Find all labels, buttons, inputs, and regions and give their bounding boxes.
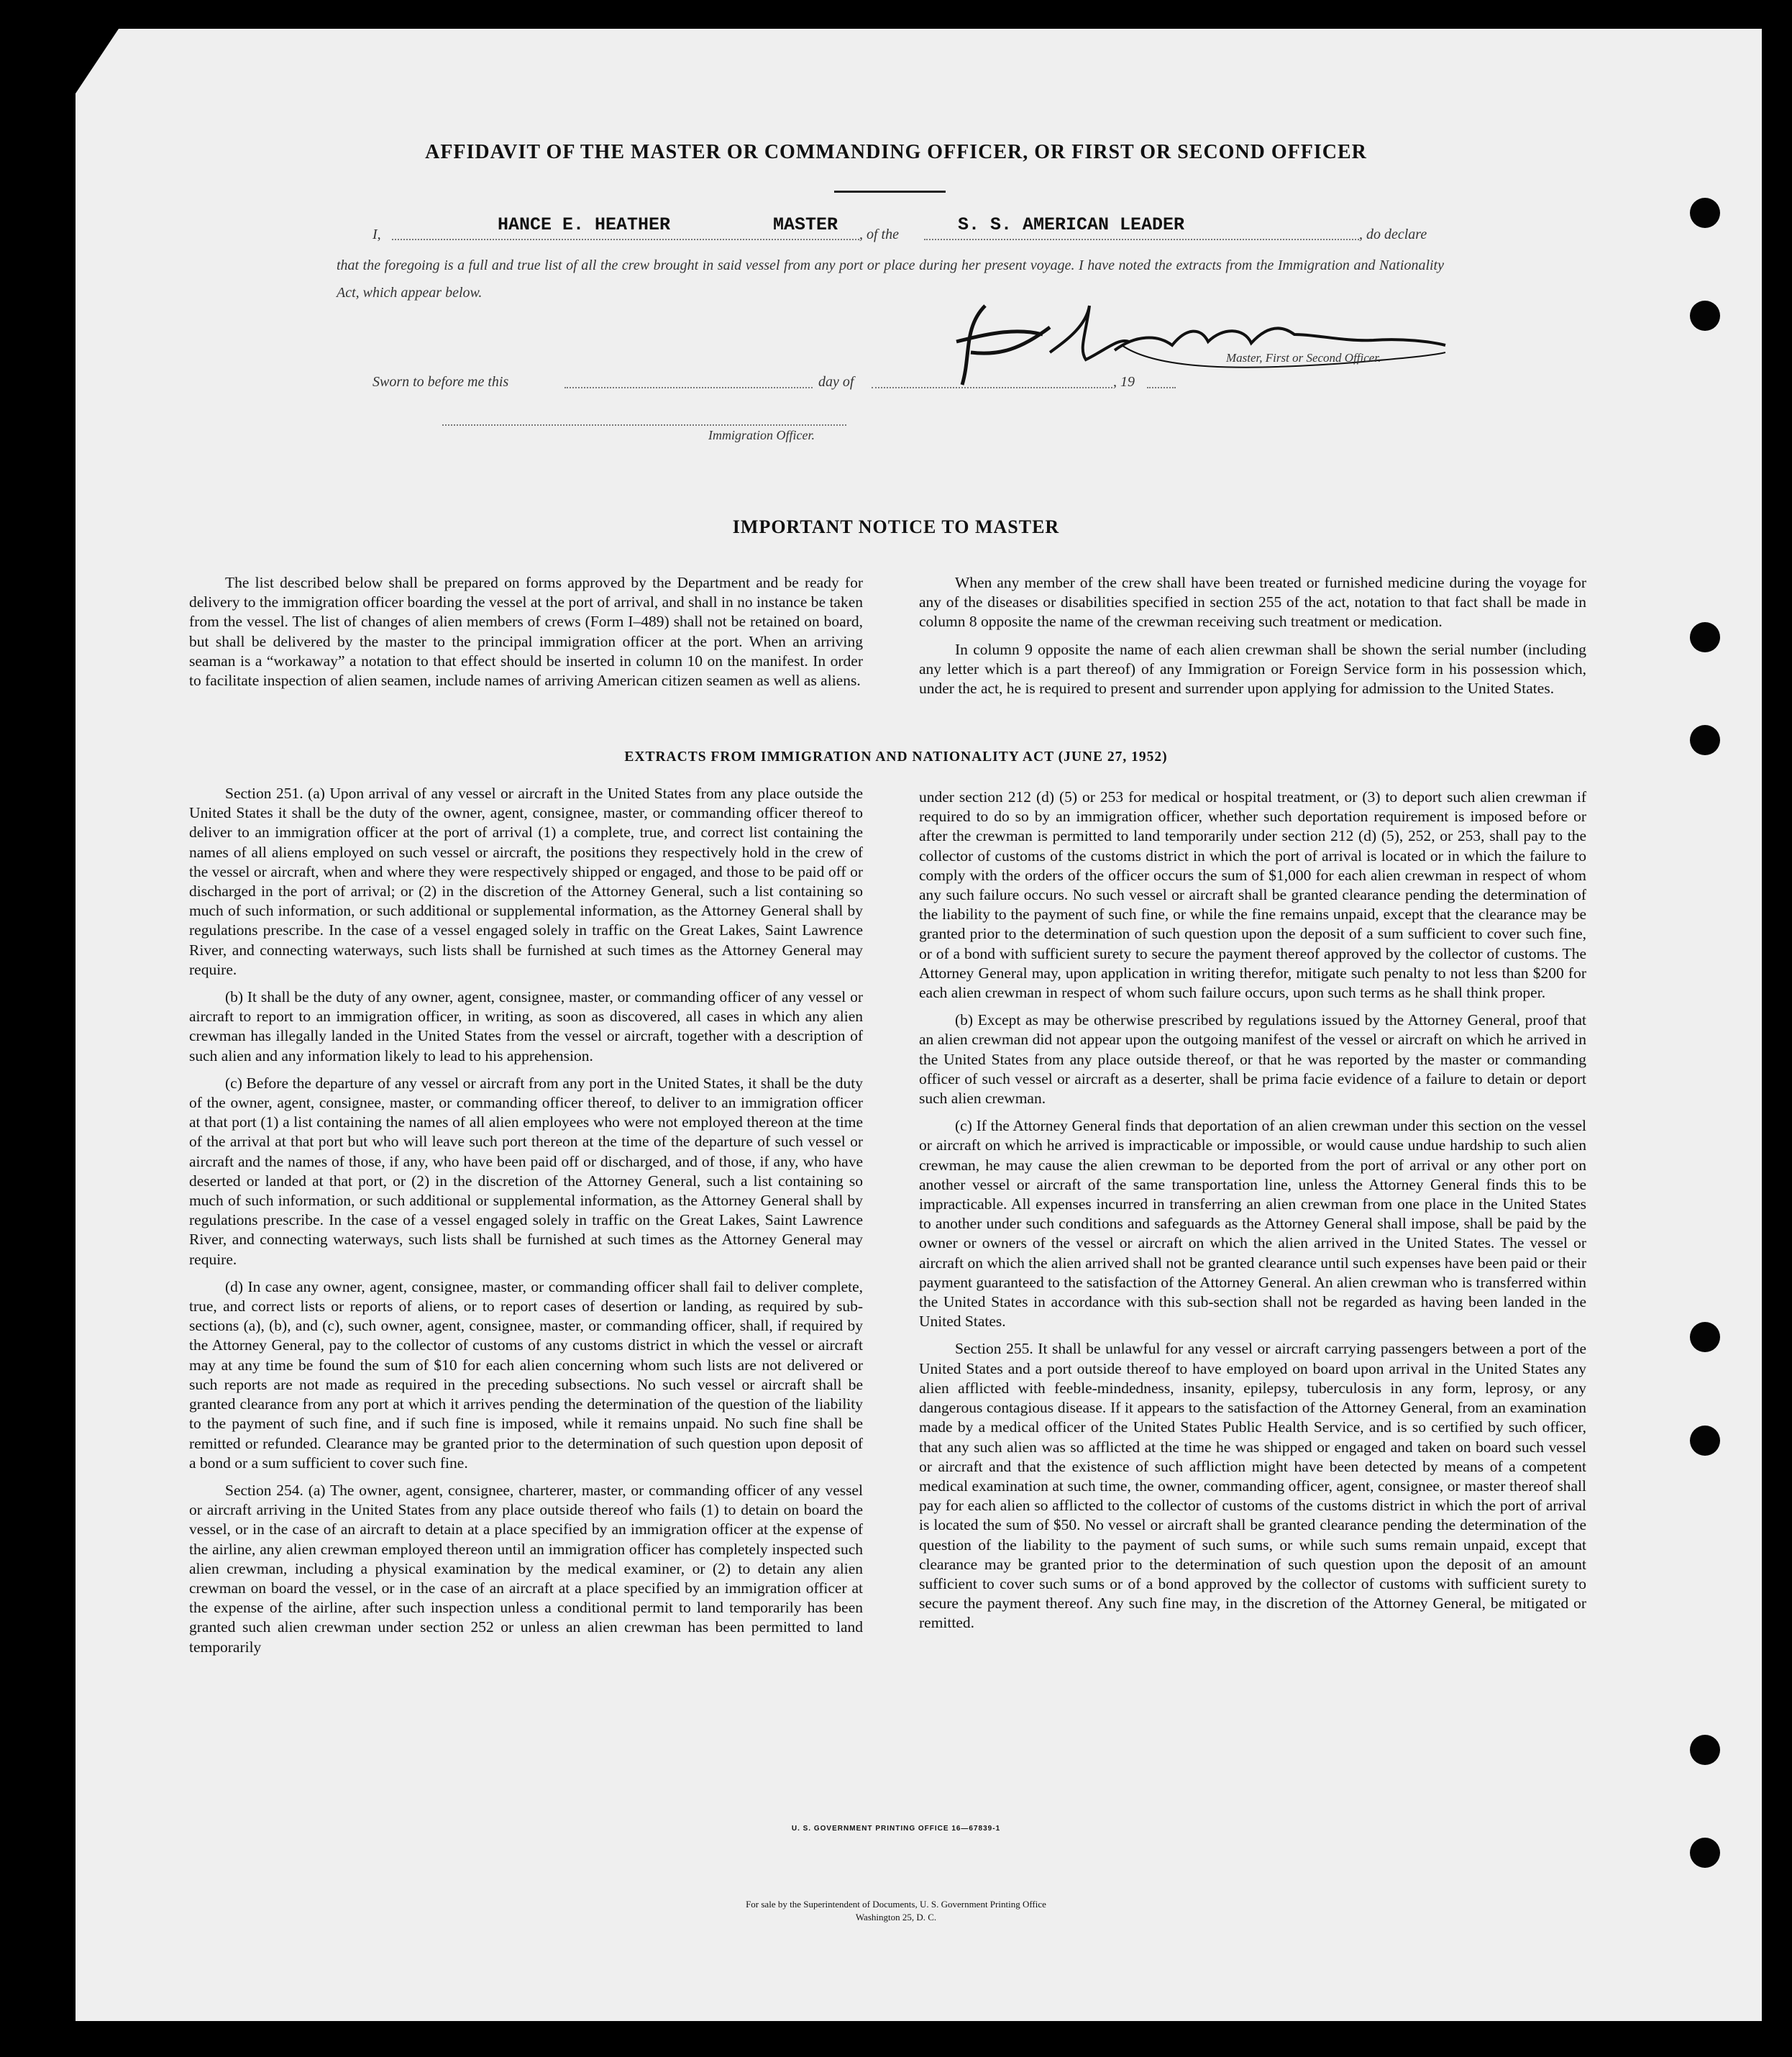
master-rank: MASTER xyxy=(773,214,838,235)
sale-line: For sale by the Superintendent of Documents, U. S. Government Printing Office xyxy=(746,1899,1046,1910)
address-line: Washington 25, D. C. xyxy=(855,1912,937,1923)
extracts-right-column xyxy=(919,788,1586,1641)
of-the-label: , of the xyxy=(859,227,899,242)
signature-caption: Master, First or Second Officer. xyxy=(1226,351,1381,365)
punch-hole xyxy=(1690,198,1720,228)
declaration-text: that the foregoing is a full and true list of all the crew brought in said vessel from any port or place during her present voyage. I have noted the extracts from the Immigration and Nationality Act, which appear below. xyxy=(337,257,1444,301)
punch-hole xyxy=(1690,301,1720,331)
punch-hole xyxy=(1690,1322,1720,1352)
sworn-year-line xyxy=(1147,387,1176,388)
affidavit-title: AFFIDAVIT OF THE MASTER OR COMMANDING OFFICER, OR FIRST OR SECOND OFFICER xyxy=(425,141,1367,163)
notice-left-column xyxy=(189,573,863,698)
notice-paragraph: In column 9 opposite the name of each alien crewman shall be shown the serial number (including any letter which is a part thereof) of any Immigration or Foreign Service form in his possession which, under the act, he is required to present and surrender upon applying for admission to the United States. xyxy=(919,640,1586,698)
gpo-line: U. S. GOVERNMENT PRINTING OFFICE 16—67839-1 xyxy=(791,1825,1001,1833)
notice-right-column xyxy=(919,573,1586,706)
sworn-day-line xyxy=(564,387,813,388)
punch-hole xyxy=(1690,1735,1720,1765)
extracts-left-column xyxy=(189,784,863,1665)
extract-paragraph: (b) Except as may be otherwise prescribed by regulations issued by the Attorney General, proof that an alien crewman did not appear upon the outgoing manifest of the vessel or aircraft on which he arrived in the United States from any place outside thereof, or that he was reported by the master or commanding officer of such vessel or aircraft as a deserter, shall be prima facie evidence of a failure to detain or deport such alien crewman. xyxy=(919,1011,1586,1108)
officer-signature-line xyxy=(442,424,846,426)
do-declare-label: , do declare xyxy=(1359,227,1427,242)
extract-paragraph: Section 251. (a) Upon arrival of any vessel or aircraft in the United States from any place outside the United States it shall be the duty of the owner, agent, consignee, master, or commanding officer thereof to deliver to an immigration officer at the port of arrival (1) a complete, true, and correct list containing the names of all aliens employed on such vessel or aircraft, the positions they respectively hold in the crew of the vessel or aircraft, when and where they were respectively shipped or engaged, and those to be paid off or discharged in the port of arrival; or (2) in the discretion of the Attorney General, such a list containing so much of such information, or such additional or supplemental information, as the Attorney General shall by regulations prescribe. In the case of a vessel engaged solely in traffic on the Great Lakes, Saint Lawrence River, and connecting waterways, such lists shall be furnished at such times as the Attorney General may require. xyxy=(189,785,863,978)
extract-paragraph: (b) It shall be the duty of any owner, agent, consignee, master, or commanding officer of any vessel or aircraft to report to an immigration officer, in writing, as soon as discovered, all cases in which any alien crewman has illegally landed in the United States from the vessel or aircraft, together with a description of such alien and any information likely to lead to his apprehension. xyxy=(189,988,863,1064)
signature xyxy=(942,284,1460,392)
punch-hole xyxy=(1690,622,1720,652)
i-label: I, xyxy=(372,227,381,242)
vessel-line xyxy=(924,239,1359,240)
punch-hole xyxy=(1690,1838,1720,1868)
title-rule xyxy=(834,191,946,193)
notice-paragraph: When any member of the crew shall have been treated or furnished medicine during the voyage for any of the diseases or disabilities specified in section 255 of the act, notation to that fact shall be made in column 8 opposite the name of the crewman receiving such treatment or medication. xyxy=(919,574,1586,631)
notice-paragraph: The list described below shall be prepared on forms approved by the Department and be ready for delivery to the immigration officer boarding the vessel at the port of arrival, and shall in no instance be taken from the vessel. The list of changes of alien members of crews (Form I–489) shall not be retained on board, but shall be delivered by the master to the principal immigration officer at the port. When an arriving seaman is a “workaway” a notation to that effect should be inserted in column 10 on the manifest. In order to facilitate inspection of alien seamen, include names of arriving American citizen seamen as well as aliens. xyxy=(189,574,863,690)
extracts-title: EXTRACTS FROM IMMIGRATION AND NATIONALITY ACT (JUNE 27, 1952) xyxy=(624,749,1168,765)
day-of-label: day of xyxy=(818,374,854,390)
extract-paragraph: (c) Before the departure of any vessel or aircraft from any port in the United States, it shall be the duty of the owner, agent, consignee, master, or commanding officer thereof, to deliver to an immigration officer at that port (1) a list containing the names of all alien employees who were not employed thereon at the time of the arrival at that port but who will leave such port thereon at the time of the departure of such vessel or aircraft and the names of those, if any, who have been paid off or discharged, and of those, if any, who have deserted or landed at that port, or (2) in the discretion of the Attorney General, such a list containing so much of such information, or such additional or supplemental information, as the Attorney General shall by regulations prescribe. In the case of a vessel engaged solely in traffic on the Great Lakes, Saint Lawrence River, and connecting waterways, such lists shall be furnished at such times as the Attorney General may require. xyxy=(189,1074,863,1268)
extract-paragraph: Section 255. It shall be unlawful for any vessel or aircraft carrying passengers between a port of the United States and a port outside thereof to have employed on board upon arrival in the United States any alien afflicted with feeble-mindedness, insanity, epilepsy, tuberculosis in any form, leprosy, or any dangerous contagious disease. If it appears to the satisfaction of the Attorney General, from an examination made by a medical officer of the United States Public Health Service, and is so certified by such officer, that any such alien was so afflicted at the time he was shipped or engaged and taken on board such vessel or aircraft and that the existence of such affliction might have been detected by means of a competent medical examination at such time, the owner, commanding officer, agent, consignee, or master thereof shall pay for each alien so afflicted to the collector of customs of the customs district in which the port of arrival is located the sum of $50. No vessel or aircraft shall be granted clearance pending the determination of the question of the liability to the payment of such sums, or while such sums remain unpaid, except that clearance may be granted prior to the determination of such question upon the deposit of an amount sufficient to cover such sums or of a bond approved by the collector of customs with sufficient surety to secure the payment thereof. Any such fine may, in the discretion of the Attorney General, be mitigated or remitted. xyxy=(919,1340,1586,1632)
extract-paragraph: under section 212 (d) (5) or 253 for medical or hospital treatment, or (3) to deport such alien crewman if required to do so by an immigration officer, whether such deportation requirement is imposed before or after the crewman is permitted to land temporarily under section 212 (d) (5), 252, or 253, shall pay to the collector of customs of the customs district in which the port of arrival is located or in which the failure to comply with the orders of the officer occurs the sum of $1,000 for each alien crewman in respect of whom any such failure occurs. No such vessel or aircraft shall be granted clearance pending the determination of the liability to the payment of such fine, or while the fine remains unpaid, except that the clearance may be granted prior to the determination of such question upon the deposit of a sum sufficient to cover such fine, or of a bond with sufficient surety to secure the payment thereof approved by the collector of customs. The Attorney General may, upon application in writing therefor, mitigate such penalty to not less than $200 for each alien crewman in respect of whom such failure occurs, upon such terms as he shall think proper. xyxy=(919,788,1586,1002)
immigration-officer-label: Immigration Officer. xyxy=(708,428,815,442)
year-label: , 19 xyxy=(1113,374,1135,390)
notice-title: IMPORTANT NOTICE TO MASTER xyxy=(732,516,1060,537)
extract-paragraph: (c) If the Attorney General finds that deportation of an alien crewman under this section on the vessel or aircraft on which he arrived is impracticable or impossible, or would cause undue hardship to such alien crewman, he may cause the alien crewman to be deported from the port of arrival or any other port on another vessel or aircraft of the same transportation line, unless the Attorney General finds this to be impracticable. All expenses incurred in transferring an alien crewman from one place in the United States to another under such conditions and safeguards as the Attorney General shall impose, shall be paid by the owner or owners of the vessel or aircraft on which the alien arrived in the United States. The vessel or aircraft on which the alien arrived shall not be granted clearance until such expenses have been paid or their payment guaranteed to the satisfaction of the Attorney General. An alien crewman who is transferred within the United States in accordance with this sub-section shall not be regarded as having been landed in the United States. xyxy=(919,1117,1586,1331)
punch-hole xyxy=(1690,1426,1720,1456)
extract-paragraph: Section 254. (a) The owner, agent, consignee, charterer, master, or commanding officer of any vessel or aircraft arriving in the United States from any place outside thereof who fails (1) to detain on board the vessel, or in the case of an aircraft to detain at a place specified by an immigration officer at the expense of the airline, any alien crewman employed thereon until an immigration officer has completely inspected such alien crewman, including a physical examination by the medical examiner, or (2) to detain any alien crewman on board the vessel, or in the case of an aircraft at a place specified by an immigration officer at the expense of the airline, after such inspection unless a conditional permit to land temporarily has been granted such alien crewman under section 252 or unless an alien crewman has been permitted to land temporarily xyxy=(189,1481,863,1656)
extract-paragraph: (d) In case any owner, agent, consignee, master, or commanding officer shall fail to deliver complete, true, and correct lists or reports of aliens, or to report cases of desertion or landing, as required by sub-sections (a), (b), and (c), such owner, agent, consignee, master, or commanding officer, shall, if required by the Attorney General, pay to the collector of customs of any customs district in which the vessel or aircraft may at any time be found the sum of $10 for each alien concerning whom such lists are not delivered or such reports are not made as required in the preceding subsections. No such vessel or aircraft shall be granted clearance from any port at which it arrives pending the determination of the question of the liability to the payment of such fine, and if such fine is imposed, while it remains unpaid. No such fine shall be remitted or refunded. Clearance may be granted prior to the determination of such question upon deposit of a bond or a sum sufficient to cover such fine. xyxy=(189,1277,863,1472)
vessel-name: S. S. AMERICAN LEADER xyxy=(958,214,1185,235)
name-line xyxy=(392,239,859,240)
sworn-label: Sworn to before me this xyxy=(372,374,509,390)
master-name: HANCE E. HEATHER xyxy=(498,214,671,235)
folded-corner xyxy=(76,29,119,94)
sworn-month-line xyxy=(872,387,1112,388)
